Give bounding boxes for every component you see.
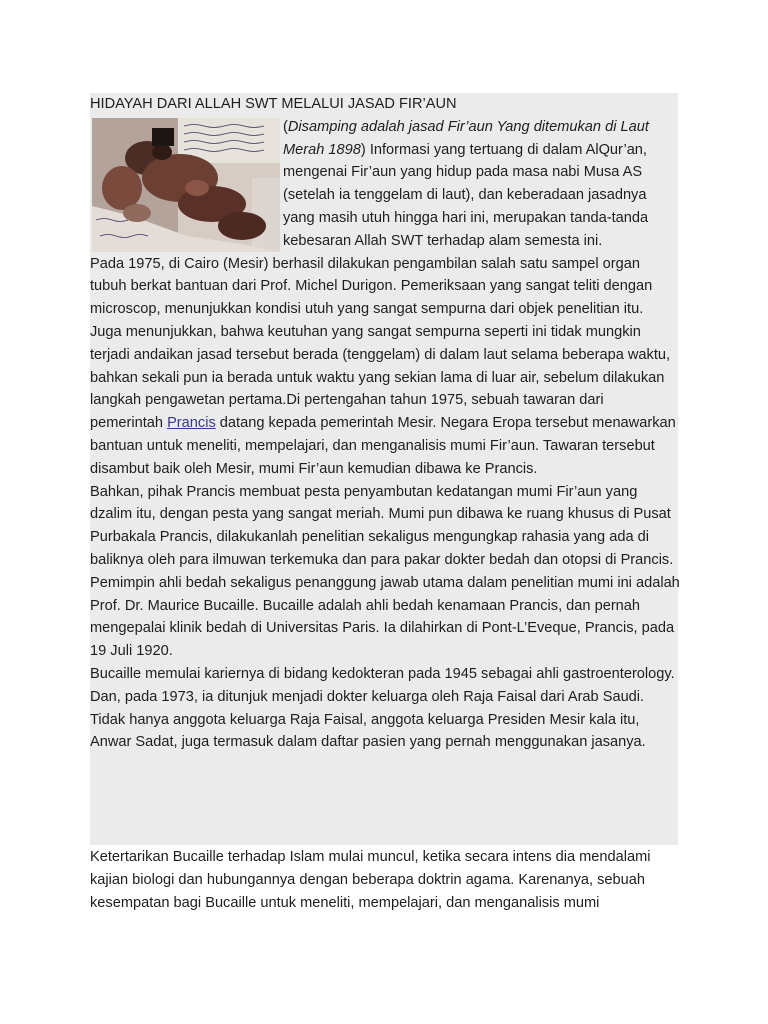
- prancis-link[interactable]: Prancis: [167, 415, 216, 432]
- paragraph-3: Bahkan, pihak Prancis membuat pesta penyambutan kedatangan mumi Fir’aun yang dzalim itu, dengan pesta yang sangat meriah. Mumi pun dibawa ke ruang khusus di Pusat Purbakala Prancis, dilakukanlah penelitian sekaligus mengungkap rahasia yang ada di baliknya oleh para ilmuwan terkemuka dan para pakar dokter bedah dan otopsi di Prancis.: [90, 483, 674, 568]
- intro-paragraph: Informasi yang tertuang di dalam AlQur’an, mengenai Fir’aun yang hidup pada masa nabi Musa AS (setelah ia tenggelam di laut), dan keberadaan jasadnya yang masih utuh hingga hari ini, merupakan tanda-tanda kebesaran Allah SWT terhadap alam semesta ini.: [283, 141, 649, 249]
- paragraph-1: Pada 1975, di Cairo (Mesir) berhasil dilakukan pengambilan salah satu sampel organ tubuh berkat bantuan dari Prof. Michel Durigon. Pemeriksaan yang sangat teliti dengan microscop, menunjukkan kondisi utuh yang sangat sempurna dari objek penelitian itu.: [90, 255, 653, 318]
- photo-caption: Disamping adalah jasad Fir’aun Yang ditemukan di Laut Merah 1898: [283, 118, 649, 158]
- paragraph-4: Pemimpin ahli bedah sekaligus penanggung jawab utama dalam penelitian mumi ini adalah Prof. Dr. Maurice Bucaille. Bucaille adalah ahli bedah kenamaan Prancis, dan pernah mengepalai klinik bedah di Universitas Paris. Ia dilahirkan di Pont-L’Eveque, Prancis, pada 19 Juli 1920.: [90, 574, 680, 660]
- article-body: [90, 93, 680, 754]
- mummy-photo: [92, 118, 280, 252]
- paragraph-5: Bucaille memulai kariernya di bidang kedokteran pada 1945 sebagai ahli gastroenterology. Dan, pada 1973, ia ditunjuk menjadi dokter keluarga oleh Raja Faisal dari Arab Saudi. Tidak hanya anggota keluarga Raja Faisal, anggota keluarga Presiden Mesir kala itu, Anwar Sadat, juga termasuk dalam daftar pasien yang pernah menggunakan jasanya.: [90, 665, 675, 751]
- mummy-photo-icon: [92, 118, 280, 252]
- caption-close: ): [360, 141, 366, 158]
- paragraph-6: Ketertarikan Bucaille terhadap Islam mulai muncul, ketika secara intens dia mendalami kajian biologi dan hubungannya dengan beberapa doktrin agama. Karenanya, sebuah kesempatan bagi Bucaille untuk meneliti, mempelajari, dan menganalisis mumi: [90, 849, 651, 911]
- article-title: HIDAYAH DARI ALLAH SWT MELALUI JASAD FIR’AUN: [90, 96, 457, 112]
- caption-open: (: [283, 118, 288, 135]
- paragraph-2-text: Juga menunjukkan, bahwa keutuhan yang sangat sempurna seperti ini tidak mungkin terjadi andaikan jasad tersebut berada (tenggelam) di dalam laut selama beberapa waktu, bahkan sekali pun ia berada untuk waktu yang sekian lama di luar air, sebelum dilakukan langkah pengawetan pertama.Di pertengahan tahun 1975, sebuah tawaran dari pemerintah: [90, 323, 671, 432]
- paragraph-2-rest: datang kepada pemerintah Mesir. Negara Eropa tersebut menawarkan bantuan untuk meneliti, mempelajari, dan menganalisis mumi Fir’aun. Tawaran tersebut disambut baik oleh Mesir, mumi Fir’aun kemudian dibawa ke Prancis.: [90, 415, 676, 477]
- paragraph-2: [90, 321, 680, 481]
